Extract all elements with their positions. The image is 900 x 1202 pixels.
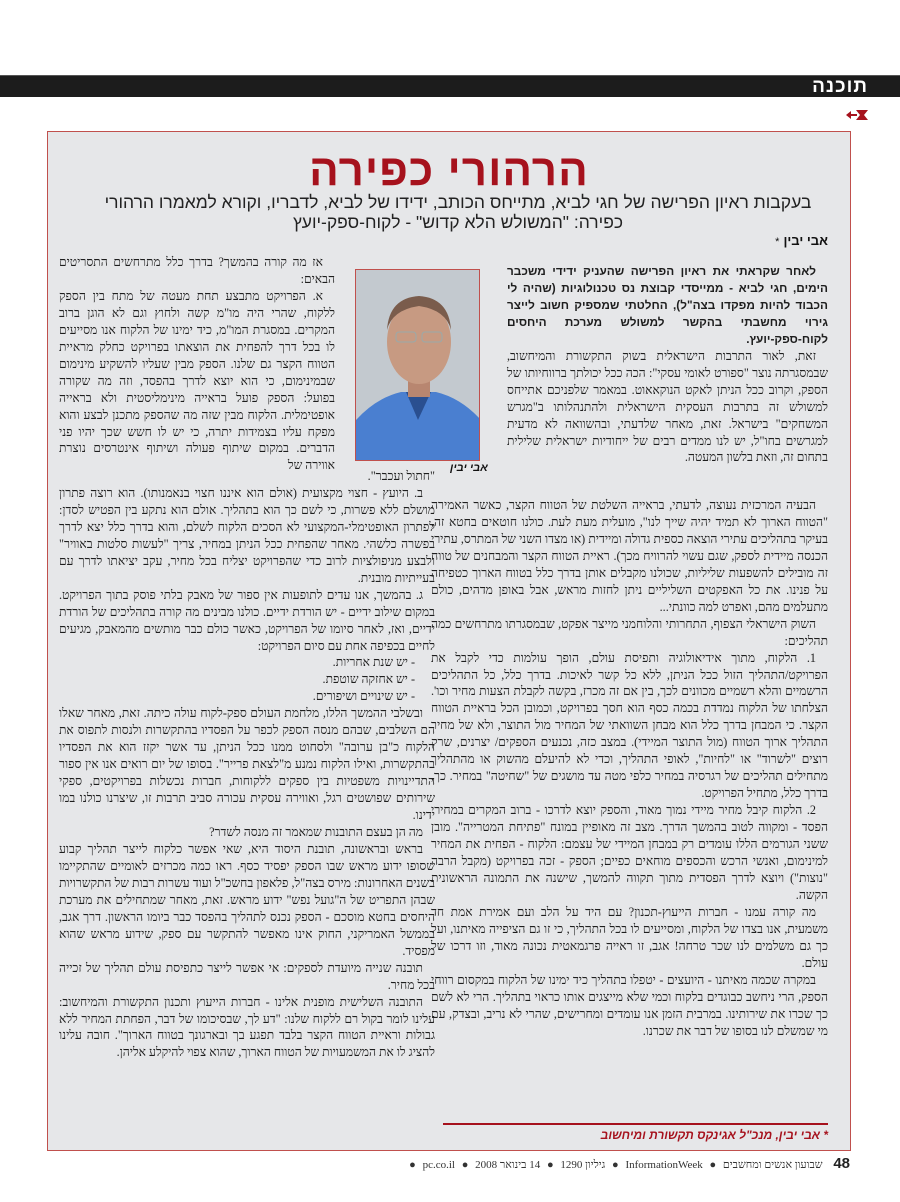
author-name: אבי יבין [783,233,828,248]
website[interactable]: pc.co.il [422,1159,455,1171]
bullet-item: - יש שנת אחריות. [59,654,415,671]
body-paragraph: במקרה שכמה מאיתנו - היועצים - יטפלו בתהליך כיד ימינו של הלקוח במקסום רווחי הספק, הרי ניחשב כבוגדים בלקוח וכמי שלא מייצגים אותו כראוי בתהליך. הרי לא לשם כך שכרו את שירותינו. במרבית הזמן אנו עומדים ומחרישים, שהרי לא נריב, ובצדק, עם מי שמשלם לנו בסופו של דבר את שכרנו. [431,972,828,1038]
author-footnote: * אבי יבין, מנכ"ל אגינקס תקשורת ומיחשוב [600,1128,828,1142]
bullet-separator-icon: ● [546,1159,554,1171]
section-label: תוכנה [812,76,868,97]
body-paragraph: ובשלבי ההמשך הללו, מלחמת העולם ספק-לקוח עולה כיתה. זאת, מאחר שאלו הם השלבים, שבהם מנסה הספק לכפר על הפסדיו בהתקשרות ולנסות לתפוס את הלקוח כ"בן ערובה" ולסחוט ממנו ככל הניתן, עד אשר יקזז הוא את הפסדיו בהתקשרות, ואילו הלקוח נמנע מ"לצאת פרייר". בסופו של יום רואים אנו אין ספור התדיינויות משפטיות בין ספקים ללקוחות, חברות נכשלות בפרויקטים, ספקי שירותים שפושטים רגל, ואווירה עסקית עכורה סביב תרבות זו, שיצרנו כולנו במו ידינו. [59,706,435,823]
bullet-item: - יש שינויים ושיפורים. [59,688,415,705]
body-paragraph: אז מה קורה בהמשך? בדרך כלל מתרחשים התסריטים הבאים: [59,255,335,286]
article-title: הרהורי כפירה [309,146,589,195]
body-paragraph: א. הפרויקט מתבצע תחת מעטה של מתח בין הספק ללקוח, שהרי היה מו"מ קשה ולחוץ וגם לא הוגן ברוב המקרים. במסגרת המו"מ, כיד ימינו של הלקוח אנו מסייעים לו בכל דרך להפחית את הוצאתו בפרויקט כחלק מראיית הטווח הקצר גם שלנו. הספק מבין שעליו להשקיע מינימום שבמינימום, כי הוא יוצא לדרך בהפסד, וזה מה שקורה בפועל: הספק פועל בראייה מינימליסטית ולא בראייה אופטימלית. הלקוח מבין שזה מה שהספק מתכנן לבצע והוא מפקח עליו בצמידות יתרה, כי יש לו חשש שכך יהיו פני הדברים. במקום שיתוף פעולה ושיתוף אינטרסים נוצרת אווירה של [59,288,335,473]
body-paragraph: זאת, לאור התרבות הישראלית בשוק התקשורת והמיחשוב, שבמסגרתה נוצר "ספורט לאומי עסקי": הכה ככל יכולתך ברווחיותו של הספק, וקרוב ככל הניתן לאקט הנוקאאוט. במאמר שלפניכם אתייחס למשולש זה בתרבות העסקית הישראלית ולהתנהלותו ב"מגרש המשחקים" בישראל. זאת, מאחר שלדעתי, ובהשוואה לא מדעית למגרשים בחו"ל, יש לנו ממדים רבים של ייחודיות ישראלית שלילית בתחום זה, וזאת בלשון המעטה. [507,348,828,465]
bullet-separator-icon: ● [709,1159,717,1171]
body-paragraph: בראש ובראשונה, תובנת היסוד היא, שאי אפשר כלקוח לייצר תהליך קבוע שסופו ידוע מראש שבו הספק יפסיד כסף. ראו כמה מכרזים לאומיים שהתקיימו בשנים האחרונות: מירס בצה"ל, פלאפון בחשכ"ל ועוד עשרות רבות של התקשרויות שבהן התפריט של ה"גועל נפש" ידוע מראש. זאת, מאחר שמתחילים את מערכת היחסים בחטא מוסכם - הספק נכנס לתהליך בהפסד כבר ביומו הראשון. דרך אגב, בממשל האמריקני, החוק אינו מאפשר להתקשר עם ספק, שידוע מראש שהוא מפסיד. [59,841,435,958]
article-subtitle: בעקבות ראיון הפרישה של חגי לביא, מתייחס הכותב, ידידו של לביא, לדבריו, וקורא למאמרו הרהורי כפירה: "המשולש הלא קדוש" - לקוח-ספק-יועץ [104,192,812,232]
issue-date: 14 בינואר 2008 [475,1159,541,1171]
body-paragraph: 1. הלקוח, מתוך אידיאולוגיה ותפיסת עולם, הופך עולמות כדי לקבל את הפרויקט/התהליך הזול ככל הניתן, ללא כל קשר לאיכות. בדרך כלל, כל התהליכים הרשמיים והלא רשמיים מכוונים לכך, בין אם זה מכרז, בקשה לקבלת הצעות מחיר וכו'. הצלחתו של הלקוח נמדדת בכמה כסף הוא חסך בפרויקט, וכמובן הכל בראיית הטווח הקצר. כי המבחן בדרך כלל הוא מבחן השוואתי של המחיר מול התוצר, ולא של מחיר התהליך ארוך הטווח (מול התוצר המיידי). במצב כזה, נכנעים הספקים/ יצרנים, שרק רוצים "לשרוד" או "לחיות", לאופי התהליך, וכדי לא להיעלם מהשוק או מהתהליך מתחילים תהליכים של רגרסיה במחיר כלפי מטה עד מושגים של "שחיטה" במחיר. כך, בדרך כלל, מתחיל הפרויקט. [431,650,828,801]
column-left-lower [59,468,435,1061]
body-paragraph: ב. היועץ - חצוי מקצועית (אולם הוא איננו חצוי בנאמנותו). הוא רוצה פתרון מושלם ללא פשרות, כי לשם כך הוא בתהליך. אולם הוא נתקע בין הפטיש לסדן: לפתרון האופטימלי-המקצועי לא הסכים הלקוח לשלם, והוא בדרך כלל יצא לדרך בפשרה כלשהי. מאחר שהפחית ככל הניתן במחיר, צריך "לעשות סלטות באוויר" ולבצע מניפולציות לרוב כדי שהפרויקט יצליח בכל מחיר, עקב יציאתו לדרך עם בעייתיות מובנית. [59,485,435,585]
body-paragraph: הבעיה המרכזית נעוצה, לדעתי, בראייה השלטת של הטווח הקצר, כאשר האמירה "הטווח הארוך לא תמיד יהיה שייך לנו", מועלית מעת לעת. כולנו חוטאים בחטא זה, בעיקר בתהליכים עתירי הוצאה כספית גדולה ומיידית (או מצדו השני של המתרס, עתירי הכנסה מיידית לספק, שגם עשוי להרוויח מכך). ראיית הטווח הקצר והמבחנים של טווח זה מובילים להשפעות שליליות, שכולנו מקבלים אותן בדרך כלל בטווח הארוך כטפיחה על פנינו. את כל האפקטים השליליים ניתן לחזות מראש, אבל באופן מדהים, כולם מתעלמים מהם, ואפרט למה כוונתי... [431,498,828,614]
bullet-separator-icon: ● [612,1159,619,1171]
body-paragraph: התובנה השלישית מופנית אלינו - חברות הייעוץ ותכנון התקשורת והמיחשוב: עלינו לומר בקול רם ללקוח שלנו: "דע לך, שבסיכומו של דבר, הפחתת המחיר ללא גבולות וראיית הטווח הקצר בלבד תפגע בך ובארגונך בטווח הארוך". חובה עלינו להציג לו את המשמעויות של הטווח הארוך, שהוא צפוי להיקלע אליהן. [59,994,435,1060]
body-paragraph: מה הן בעצם התובנות שמאמר זה מנסה לשדר? [209,825,423,840]
bullet-item: - יש אחזקה שוטפת. [59,671,415,688]
body-paragraph: מה קורה עמנו - חברות הייעוץ-תכנון? עם היד על הלב ועם אמירת אמת חד משמעית, אנו בצדו של הלקוח, ומסייעים לו בכל התהליך, כי זו גם הציפייה מאיתנו, ועל כך גם משלמים לנו שכר טרחה! אגב, זו ראייה פרגמאטית נכונה מאוד, וזו דרכו של עולם. [431,904,828,970]
body-paragraph: השוק הישראלי הצפוף, התחרותי והלוחמני מייצר אפקט, שבמסגרתו מתרחשים כמה תהליכים: [431,616,828,648]
page-footer [405,1155,850,1172]
photo-caption: אבי יבין [450,462,488,474]
magazine-name: InformationWeek [625,1159,703,1171]
footnote-divider [443,1123,828,1125]
body-paragraph: תובנה שנייה מיועדת לספקים: אי אפשר לייצר כתפיסת עולם תהליך של זכייה בכל מחיר. [59,960,435,992]
footnote-marker: * [775,236,780,248]
author-photo [355,269,480,461]
column-right-lower [431,497,828,1040]
article-frame [47,131,851,1151]
body-paragraph: ג. בהמשך, אנו עדים לתופעות אין ספור של מאבק בלתי פוסק בתוך הפרויקט. במקום שילוב ידיים - יש הורדת ידיים. כולנו מבינים מה קורה בתהליכים של הורדת ידיים, ואז, לאחר סיומו של הפרויקט, כאשר כולם כבר מותשים מהמאבק, מגיעים לחיים בכפיפה אחת עם סיום הפרויקט: [59,587,435,653]
bullet-list [59,654,435,705]
lead-paragraph: לאחר שקראתי את ראיון הפרישה שהעניק ידידי משכבר הימים, חגי לביא - ממייסדי קבוצת נס טכנולוגיות (שהיה לי הכבוד להיות מפקדו בצה"ל), החלטתי שמספיק חשוב לייצר גירוי מחשבתי בהקשר למשולש מערכת היחסים לקוח-ספק-יועץ. [507,264,828,346]
column-left-upper [59,254,335,474]
bullet-separator-icon: ● [409,1159,416,1171]
bullet-separator-icon: ● [461,1159,469,1171]
publication-name: שבועון אנשים ומחשבים [722,1159,823,1171]
portrait-image [356,270,480,461]
issue-number: גיליון 1290 [560,1159,606,1171]
column-right-upper [507,263,828,466]
body-paragraph: 2. הלקוח קיבל מחיר מיידי נמוך מאוד, והספק יוצא לדרכו - ברוב המקרים במחירי הפסד - ומקווה לטוב בהמשך הדרך. מצב זה מאופיין במונח "פתיחת המטרייה". מובן ששני הגורמים הללו עומדים רק במבחן המיידי של עצמם: הלקוח - הפחית את המחיר למינימום, ואנשי הרכש והכספים מוחאים כפיים; הספק - זכה בפרויקט (מקבל הרבה "נוצות") ויוצא לדרך הפסדית מתוך תקווה להמשך, שישנה את התמונה הראשונית הקשה. [431,803,828,902]
section-masthead [0,75,900,97]
double-arrow-left-icon [846,108,868,122]
page-number: 48 [833,1155,850,1172]
author-byline [775,233,828,248]
body-paragraph: "חתול ועכבר". [367,469,435,483]
